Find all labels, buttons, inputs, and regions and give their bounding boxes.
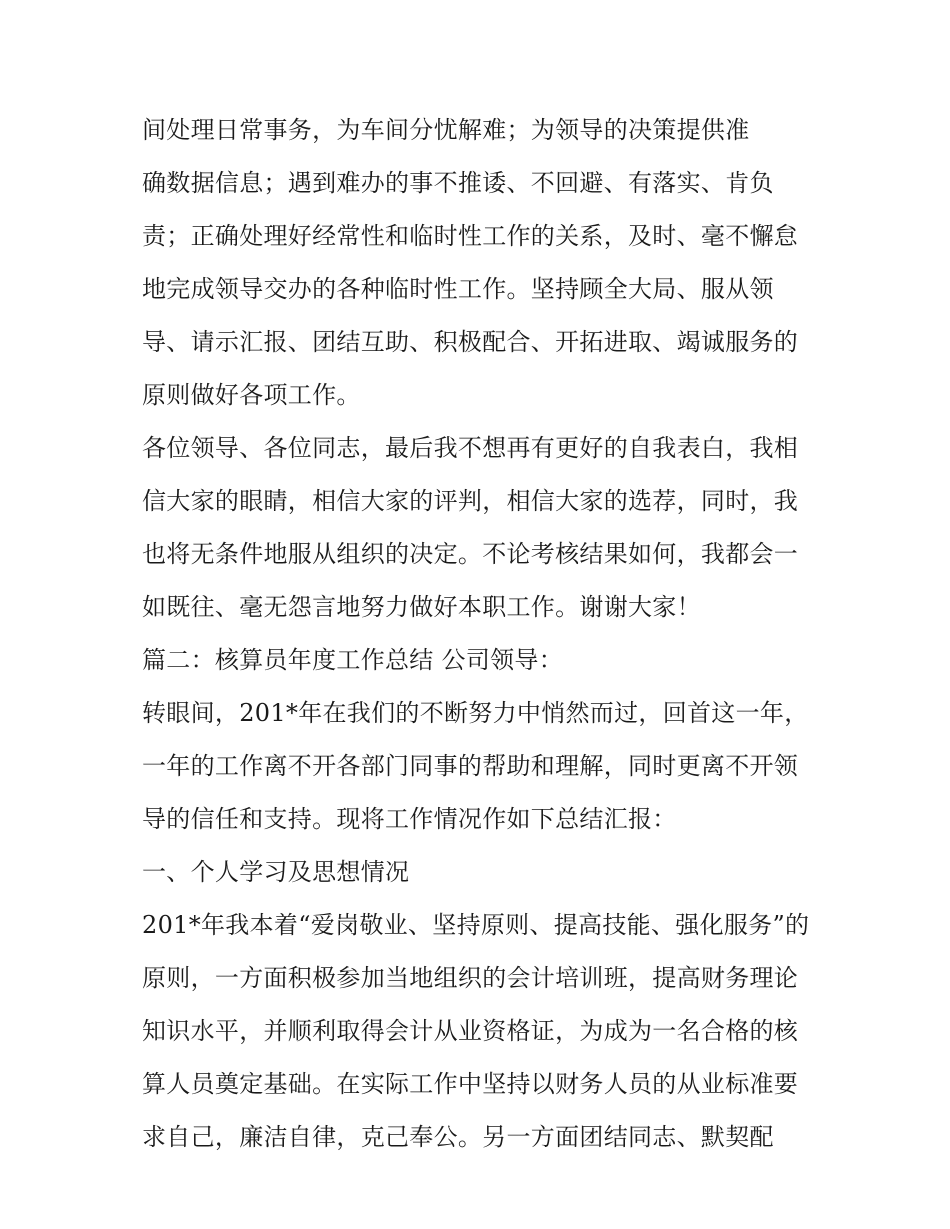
text-line: 算人员奠定基础。在实际工作中坚持以财务人员的从业标准要 — [142, 1070, 799, 1098]
text-line: 责；正确处理好经常性和临时性工作的关系，及时、毫不懈怠 — [142, 222, 799, 250]
text-line: 求自己，廉洁自律，克己奉公。另一方面团结同志、默契配 — [142, 1123, 774, 1151]
text-line: 如既往、毫无怨言地努力做好本职工作。谢谢大家！ — [142, 593, 701, 621]
text-line: 信大家的眼睛，相信大家的评判，相信大家的选荐，同时，我 — [142, 487, 799, 515]
text-line: 导、请示汇报、团结互助、积极配合、开拓进取、竭诚服务的 — [142, 328, 799, 356]
subsection-heading: 一、个人学习及思想情况 — [142, 858, 410, 886]
text-line: 各位领导、各位同志，最后我不想再有更好的自我表白，我相 — [142, 434, 799, 462]
text-line: 也将无条件地服从组织的决定。不论考核结果如何，我都会一 — [142, 540, 799, 568]
text-line: 201*年我本着“爱岗敬业、坚持原则、提高技能、强化服务”的 — [142, 911, 810, 939]
text-line: 转眼间，201*年在我们的不断努力中悄然而过，回首这一年， — [142, 699, 809, 727]
text-line: 一年的工作离不开各部门同事的帮助和理解，同时更离不开领 — [142, 752, 799, 780]
text-line: 间处理日常事务，为车间分忧解难；为领导的决策提供准 — [142, 116, 750, 144]
text-line: 导的信任和支持。现将工作情况作如下总结汇报： — [142, 805, 677, 833]
text-line: 知识水平，并顺利取得会计从业资格证，为成为一名合格的核 — [142, 1017, 799, 1045]
text-line: 确数据信息；遇到难办的事不推诿、不回避、有落实、肯负 — [142, 169, 774, 197]
text-line: 地完成领导交办的各种临时性工作。坚持顾全大局、服从领 — [142, 275, 774, 303]
text-line: 原则，一方面积极参加当地组织的会计培训班，提高财务理论 — [142, 964, 799, 992]
section-heading: 篇二：核算员年度工作总结 公司领导： — [142, 646, 564, 674]
text-line: 原则做好各项工作。 — [142, 381, 361, 409]
